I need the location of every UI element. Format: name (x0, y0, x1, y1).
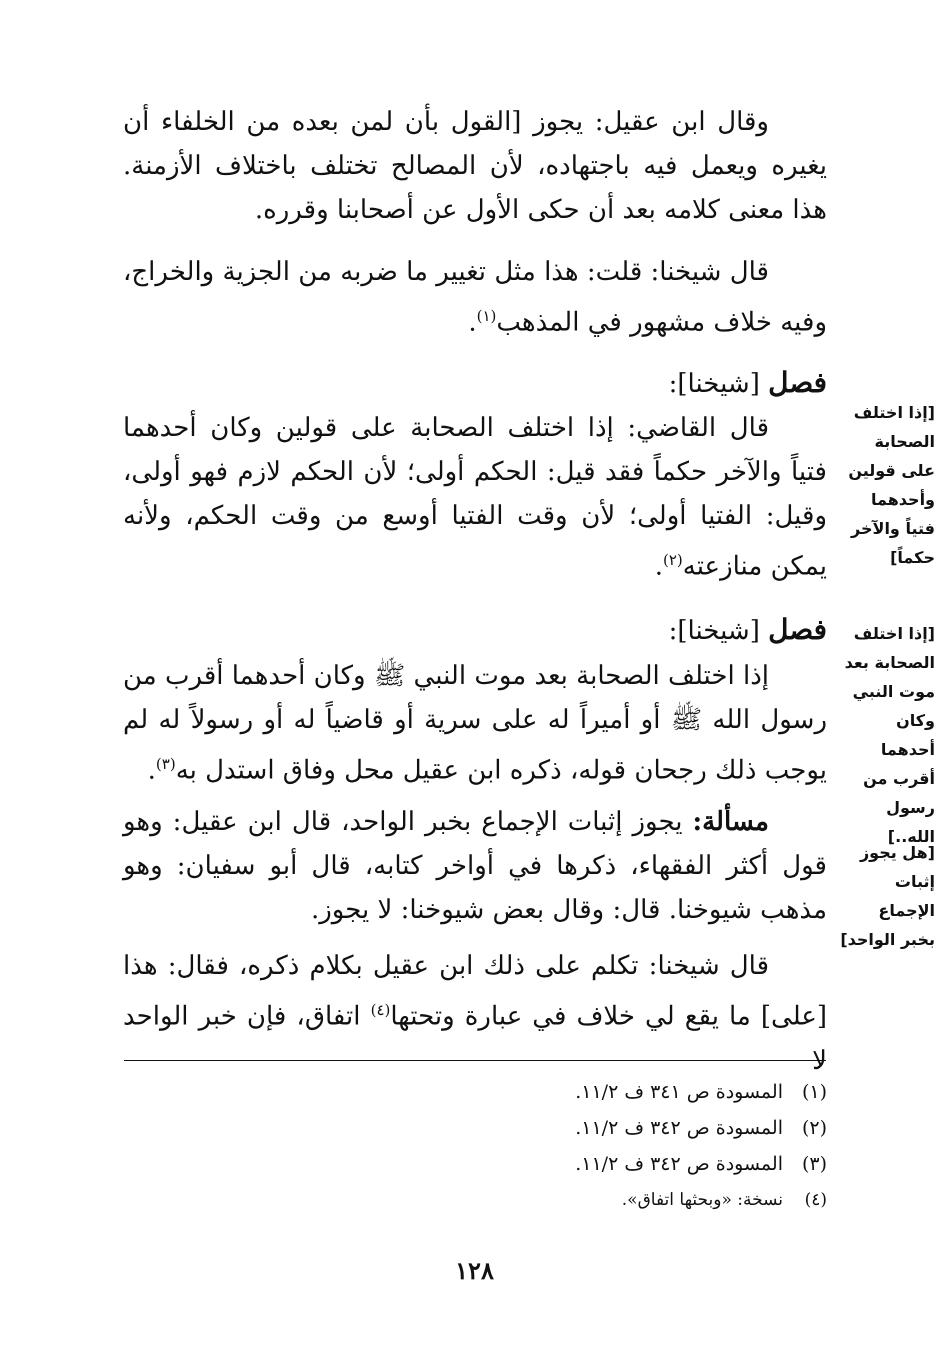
footnote-3: (٣)المسودة ص ٣٤٢ ف ١١/٢. (575, 1153, 827, 1175)
margin-note-3: [هل يجوز إثبات الإجماع بخبر الواحد] (840, 843, 935, 949)
section-heading-2 (123, 608, 827, 653)
paragraph-text: وقال ابن عقيل: يجوز [القول بأن لمن بعده من الخلفاء أن يغيره ويعمل فيه باجتهاده، لأن المصالح تختلف باختلاف الأزمنة. هذا معنى كلامه بعد أن حكى الأول عن أصحابنا وقرره. (123, 107, 827, 225)
footnote-ref-2: (٢) (662, 551, 683, 569)
footnote-2: (٢)المسودة ص ٣٤٢ ف ١١/٢. (575, 1117, 827, 1139)
footnote-4: (٤)نسخة: «وبحثها اتفاق». (621, 1190, 827, 1210)
footnote-ref-1: (١) (476, 307, 497, 325)
heading-title: فصل (768, 366, 827, 399)
heading-title: فصل (768, 613, 827, 646)
footnote-ref-3: (٣) (155, 755, 176, 773)
paragraph-text: إذا اختلف الصحابة بعد موت النبي ﷺ وكان أحدهما أقرب من رسول الله ﷺ أو أميراً له على سرية أو قاضياً له أو رسولاً له لم يوجب ذلك رجحان قوله، ذكره ابن عقيل محل وفاق استدل به$^{(٣)}$. (123, 661, 827, 786)
page-number: ١٢٨ (455, 1256, 494, 1285)
margin-note-2: [إذا اختلف الصحابة بعد موت النبي وكان أحدهما أقرب من رسول الله..] (844, 624, 935, 846)
footnote-separator (124, 1060, 826, 1061)
heading-label: [شيخنا]: (668, 616, 760, 646)
margin-note-1: [إذا اختلف الصحابة على قولين وأحدهما فتياً والآخر حكماً] (848, 403, 935, 567)
paragraph-1 (123, 100, 827, 232)
footnotes (123, 1074, 827, 1218)
paragraph-text: قال شيخنا: تكلم على ذلك ابن عقيل بكلام ذكره، فقال: هذا [على] ما يقع لي خلاف في عبارة وتحتها$^{(٤)}$ اتفاق، فإن خبر الواحد لا (123, 951, 827, 1076)
paragraph-2 (123, 250, 827, 345)
paragraph-3 (123, 406, 827, 589)
footnote-1: (١)المسودة ص ٣٤١ ف ١١/٢. (575, 1081, 827, 1103)
paragraph-text: مسألة: يجوز إثبات الإجماع بخبر الواحد، قال ابن عقيل: وهو قول أكثر الفقهاء، ذكرها في أواخر كتابه، قال أبو سفيان: وهو مذهب شيوخنا. قال: وقال بعض شيوخنا: لا يجوز. (123, 807, 827, 925)
footnote-ref-4: (٤) (370, 1001, 391, 1019)
issue-label: مسألة: (692, 807, 769, 837)
paragraph-5 (123, 800, 827, 932)
paragraph-4 (123, 654, 827, 793)
heading-label: [شيخنا]: (668, 369, 760, 399)
paragraph-6 (123, 944, 827, 1083)
section-heading-1 (123, 361, 827, 406)
paragraph-text: قال شيخنا: قلت: هذا مثل تغيير ما ضربه من الجزية والخراج، وفيه خلاف مشهور في المذهب$^{(١)}$. (123, 257, 827, 338)
paragraph-text: قال القاضي: إذا اختلف الصحابة على قولين وكان أحدهما فتياً والآخر حكماً فقد قيل: الحكم أولى؛ لأن الحكم لازم فهو أولى، وقيل: الفتيا أولى؛ لأن وقت الفتيا أوسع من وقت الحكم، ولأنه يمكن منازعته$^{(٢)}$. (123, 413, 827, 582)
